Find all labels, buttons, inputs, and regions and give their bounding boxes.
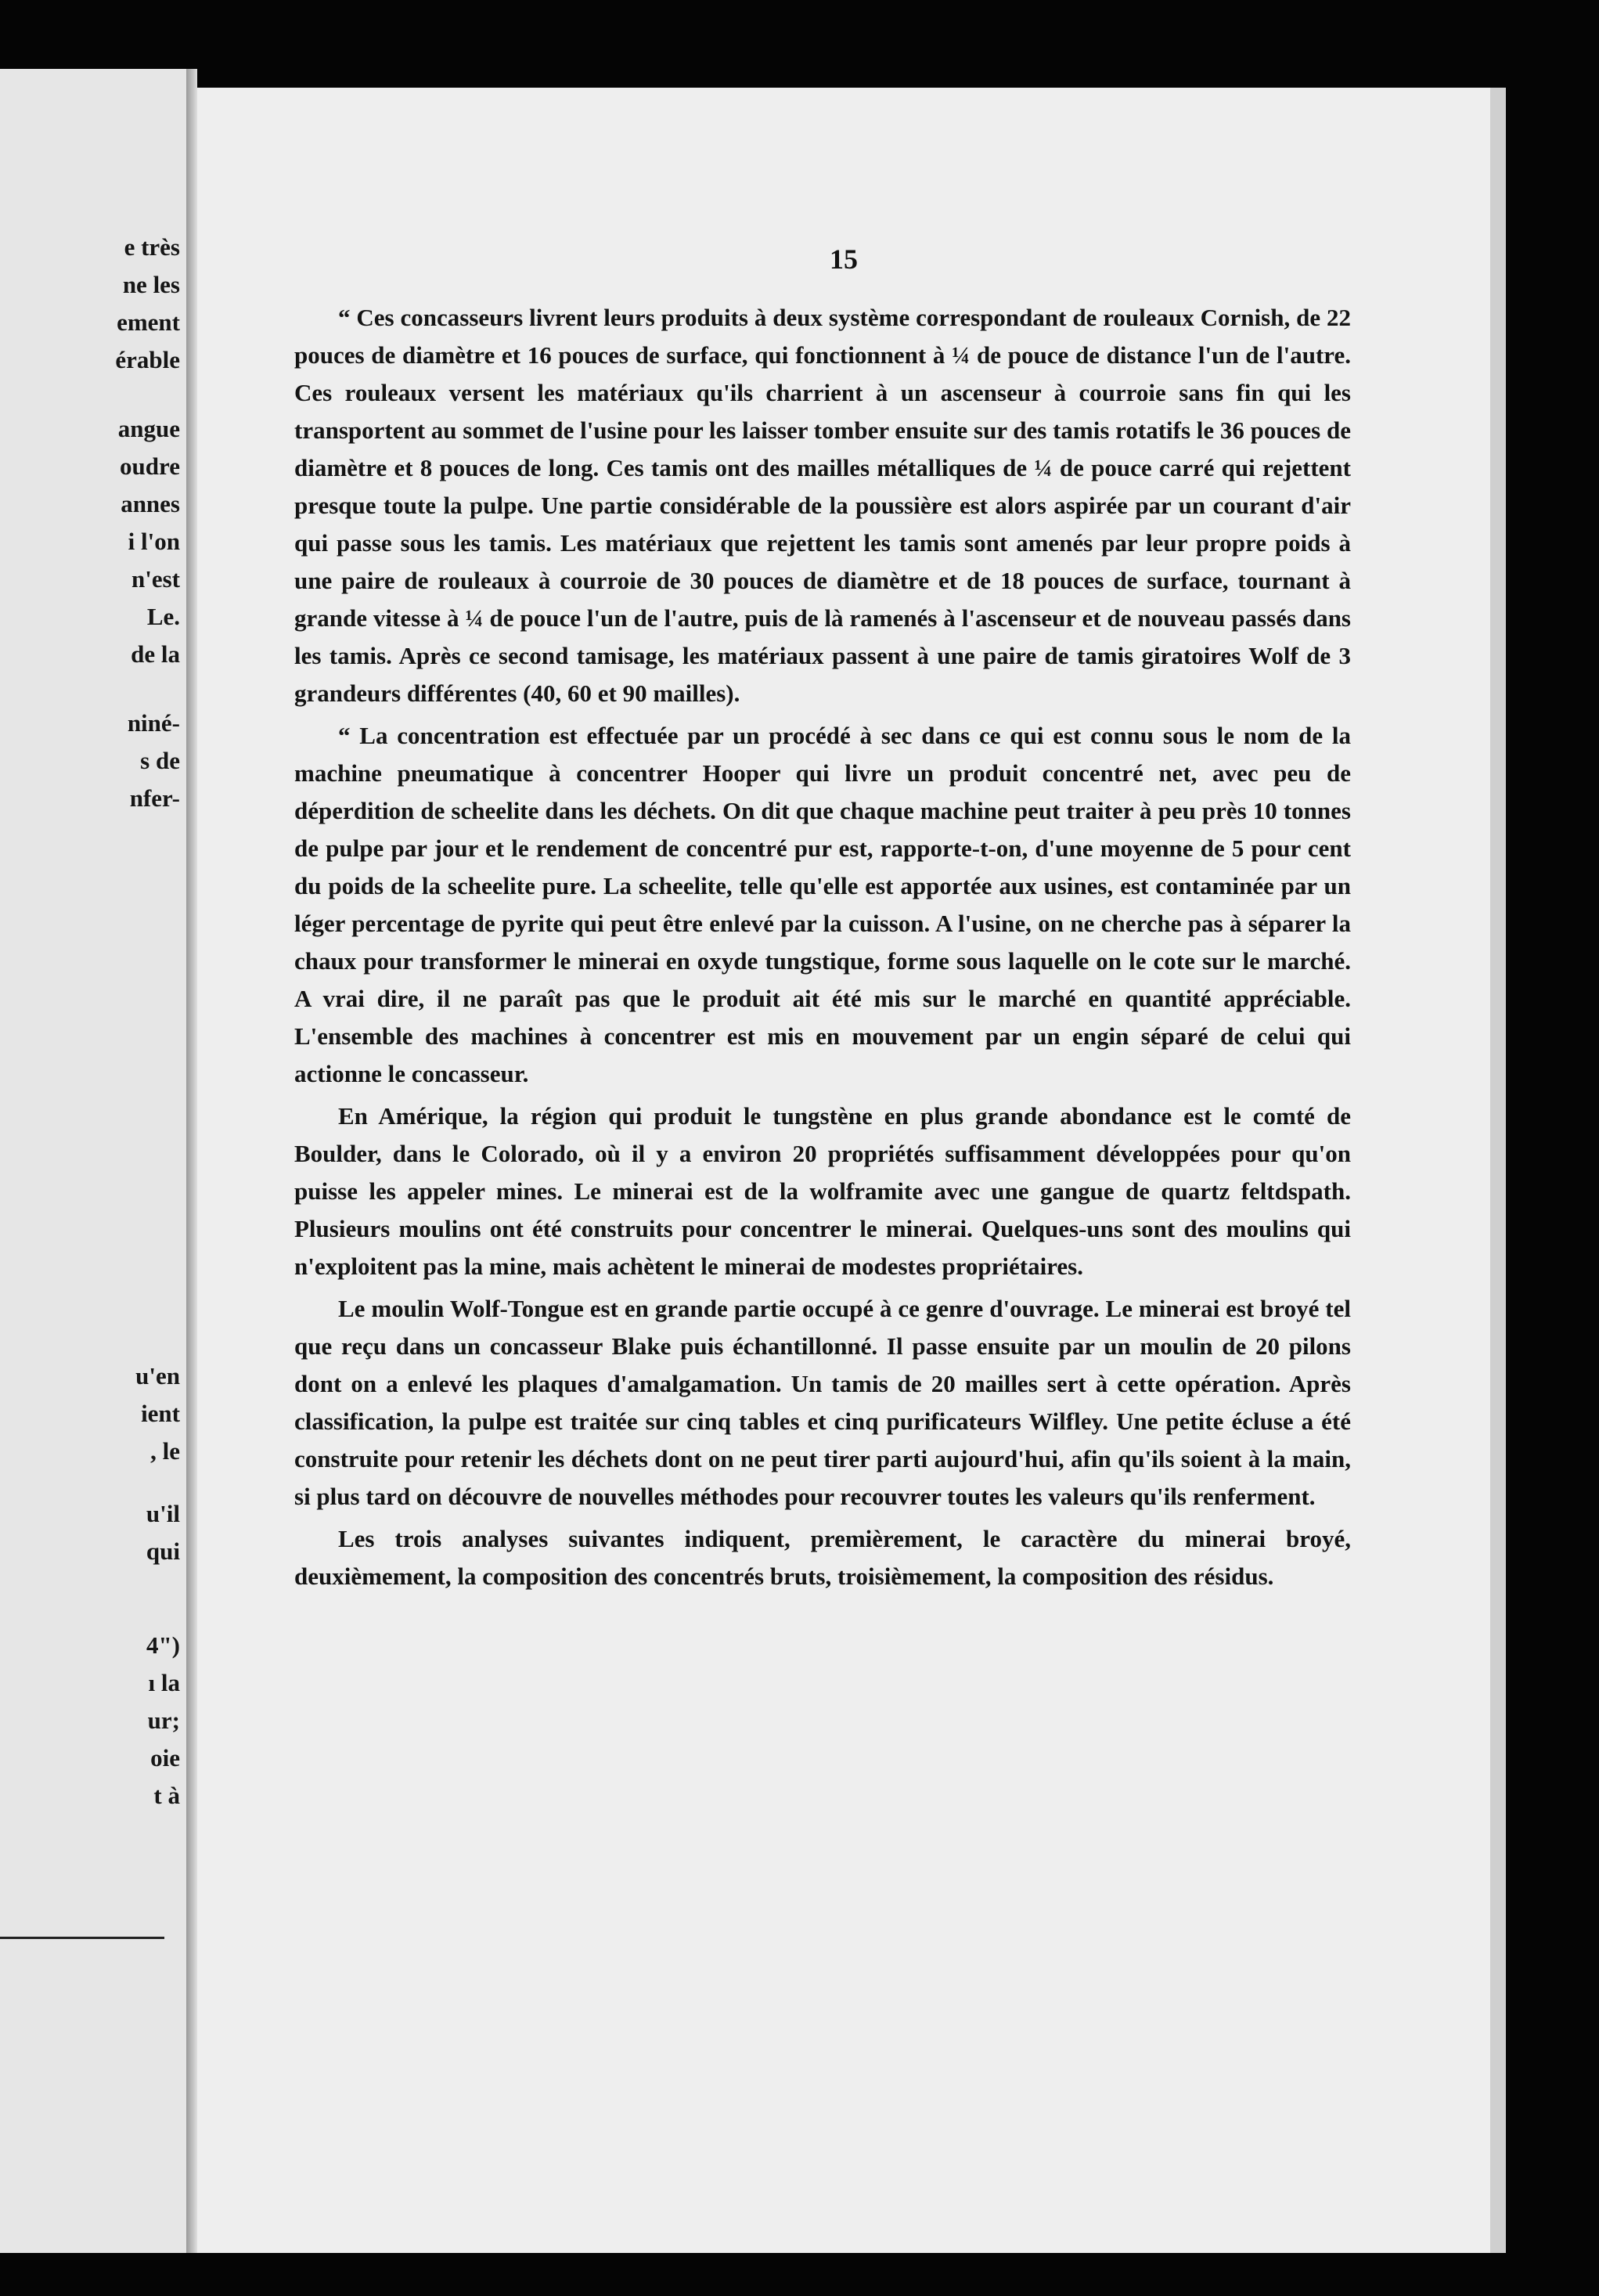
paragraph-crushers: “ Ces concasseurs livrent leurs produits à deux système correspondant de rouleaux Cornish, de 22 pouces de diamètre et 16 pouces de surface, qui fonctionnent à ¼ de pouce de distance l'un de l'autre. Ces rouleaux versent les matériaux qu'ils charrient à un ascenseur à courroie sans fin qui les transportent au sommet de l'usine pour les laisser tomber ensuite sur des tamis rotatifs le 36 pouces de diamètre et 8 pouces de long. Ces tamis ont des mailles métalliques de ¼ de pouce carré qui rejettent presque toute la pulpe. Une partie considérable de la poussière est alors aspirée par un courant d'air qui passe sous les tamis. Les matériaux que rejettent les tamis sont amenés par leur propre poids à une paire de rouleaux à courroie de 30 pouces de diamètre et de 18 pouces de surface, tournant à grande vitesse à ¼ de pouce l'un de l'autre, puis de là ramenés à l'ascenseur et de nouveau passés dans les tamis. Après ce second tamisage, les matériaux passent à une paire de tamis giratoires Wolf de 3 grandeurs différentes (40, 60 et 90 mailles). [294, 304, 1351, 707]
left-page-fragment: de la [131, 640, 180, 668]
left-page-fragment: angue [117, 415, 180, 442]
book-spine [186, 69, 197, 2253]
left-page-fragment: ient [141, 1400, 180, 1427]
page-number: 15 [830, 243, 858, 275]
left-page-fragment: u'il [146, 1500, 180, 1527]
page-edge [1490, 88, 1506, 2253]
paragraph-america: En Amérique, la région qui produit le tungstène en plus grande abondance est le comté de Boulder, dans le Colorado, où il y a environ 20 propriétés suffisamment développées pour qu'on puisse les appeler mines. Le minerai est de la wolframite avec une gangue de quartz feltdspath. Plusieurs moulins ont été construits pour concentrer le minerai. Quelques-uns sont des moulins qui n'exploitent pas la mine, mais achètent le minerai de modestes propriétaires. [294, 1102, 1351, 1280]
left-page-fragment: nfer- [129, 784, 180, 812]
left-page-fragment: t à [153, 1782, 180, 1809]
left-page-fragment: oie [150, 1744, 180, 1772]
left-page-fragment: qui [146, 1537, 180, 1565]
left-page-fragment: 4") [146, 1631, 180, 1659]
left-page-fragment: u'en [135, 1362, 180, 1389]
left-page-fragment: ur; [147, 1707, 180, 1734]
left-page-fragment: s de [140, 747, 180, 774]
body-text [294, 299, 1351, 1595]
paragraph-analyses: Les trois analyses suivantes indiquent, premièrement, le caractère du minerai broyé, deuxièmement, la composition des concentrés bruts, troisièmement, la composition des résidus. [294, 1525, 1351, 1590]
left-page-fragment: ne les [122, 271, 180, 298]
left-page-rule [0, 1937, 164, 1939]
left-page-fragment: n'est [131, 565, 180, 593]
left-page-fragment: oudre [120, 452, 180, 480]
document-page [197, 88, 1490, 2253]
left-page-fragment: érable [115, 346, 180, 373]
left-page-fragment: i l'on [128, 528, 180, 555]
left-page-fragment: ı la [148, 1669, 180, 1696]
paragraph-wolf-tongue-mill: Le moulin Wolf-Tongue est en grande partie occupé à ce genre d'ouvrage. Le minerai est broyé tel que reçu dans un concasseur Blake puis échantillonné. Il passe ensuite par un moulin de 20 pilons dont on a enlevé les plaques d'amalgamation. Un tamis de 20 mailles sert à cette opération. Après classification, la pulpe est traitée sur cinq tables et cinq purificateurs Wilfley. Une petite écluse a été construite pour retenir les déchets dont on ne peut tirer parti aujourd'hui, afin qu'ils soient à la main, si plus tard on découvre de nouvelles méthodes pour recouvrer toutes les valeurs qu'ils renferment. [294, 1295, 1351, 1510]
left-page-fragment: Le. [146, 603, 180, 630]
left-page-fragment: e très [124, 233, 180, 261]
left-page-fragment: , le [150, 1437, 180, 1465]
left-page-fragment: niné- [127, 709, 180, 737]
left-page-fragment: ement [117, 308, 180, 336]
left-page-fragment: annes [121, 490, 180, 517]
left-facing-page [0, 69, 186, 2253]
paragraph-concentration: “ La concentration est effectuée par un procédé à sec dans ce qui est connu sous le nom de la machine pneumatique à concentrer Hooper qui livre un produit concentré net, avec peu de déperdition de scheelite dans les déchets. On dit que chaque machine peut traiter à peu près 10 tonnes de pulpe par jour et le rendement de concentré pur est, rapporte-t-on, d'une moyenne de 5 pour cent du poids de la scheelite pure. La scheelite, telle qu'elle est apportée aux usines, est contaminée par un léger percentage de pyrite qui peut être enlevé par la cuisson. A l'usine, on ne cherche pas à séparer la chaux pour transformer le minerai en oxyde tungstique, forme sous laquelle on le cote sur le marché. A vrai dire, il ne paraît pas que le produit ait été mis sur le marché en quantité appréciable. L'ensemble des machines à concentrer est mis en mouvement par un engin séparé de celui qui actionne le concasseur. [294, 722, 1351, 1087]
